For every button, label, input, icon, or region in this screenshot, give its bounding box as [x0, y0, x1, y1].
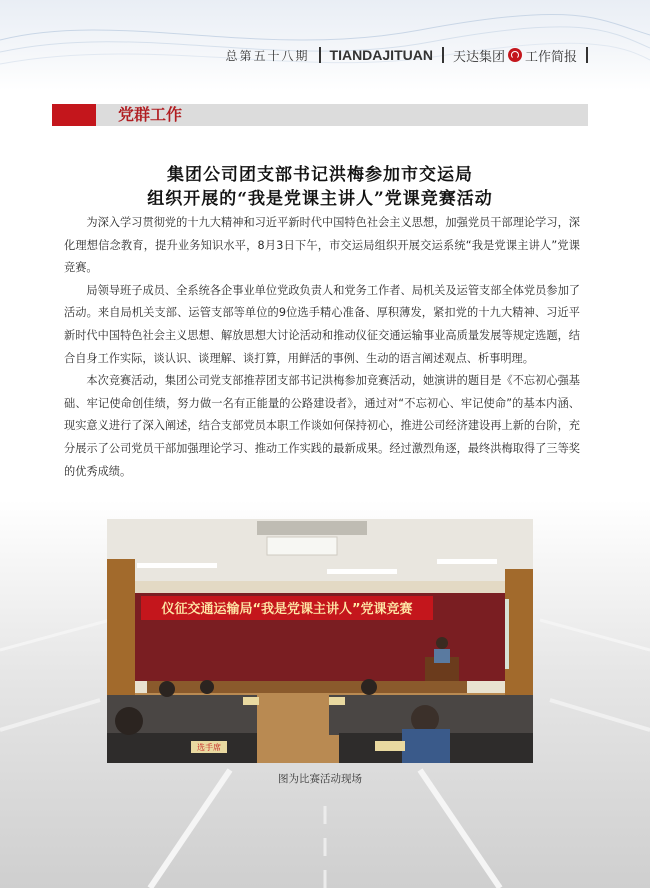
- article-title-line2: 组织开展的“我是党课主讲人”党课竞赛活动: [147, 189, 493, 209]
- group-name: 天达集团: [452, 49, 505, 65]
- group-publication: [453, 46, 577, 65]
- section-title: 党群工作: [118, 105, 183, 124]
- header-divider: [319, 47, 321, 63]
- header-divider: [442, 47, 444, 63]
- section-header: [52, 104, 588, 126]
- issue-number: 总第五十八期: [225, 48, 310, 63]
- photo-caption: 图为比赛活动现场: [278, 773, 362, 785]
- article-paragraph: 局领导班子成员、全系统各企事业单位党政负责人和党务工作者、局机关及运管支部全体党员参加了活动。来自局机关支部、运管支部等单位的9位选手精心准备、厚积薄发，紧扣党的十九大精神、习近平新时代中国特色社会主义思想、解放思想大讨论活动和推动仪征交通运输事业高质量发展等规定选题，结合自身工作实际，谈认识、谈理解、谈打算，用鲜活的事例、生动的语言阐述观点、析事明理。: [64, 283, 580, 365]
- event-photo: [107, 519, 533, 763]
- photo-banner-text: 仪征交通运输局“我是党课主讲人”党课竞赛: [161, 602, 413, 617]
- article-title-line1: 集团公司团支部书记洪梅参加市交运局: [167, 165, 473, 185]
- header-divider: [586, 47, 588, 63]
- photo-table-sign: 选手席: [197, 743, 221, 752]
- page-header: [226, 46, 589, 64]
- article-body: [64, 212, 580, 483]
- section-accent-block: [52, 104, 96, 126]
- brand-name: TIANDAJITUAN: [329, 47, 433, 63]
- article-paragraph: 为深入学习贯彻党的十九大精神和习近平新时代中国特色社会主义思想，加强党员干部理论学习，深化理想信念教育，提升业务知识水平，8月3日下午，市交运局组织开展交运系统“我是党课主讲人”党课竞赛。: [64, 216, 580, 275]
- article-paragraph: 本次竞赛活动，集团公司党支部推荐团支部书记洪梅参加竞赛活动，她演讲的题目是《不忘初心强基础、牢记使命创佳绩，努力做一名有正能量的公路建设者》，通过对“不忘初心、牢记使命”的基本内涵、现实意义进行了深入阐述，结合支部党员本职工作谈如何保持初心，推进公司经济建设再上新的台阶，充分展示了公司党员干部加强理论学习、推动工作实践的最新成果。经过激烈角逐，最终洪梅取得了三等奖的优秀成绩。: [64, 374, 580, 478]
- company-logo-icon: [508, 48, 522, 62]
- event-photo-illustration: [107, 519, 533, 763]
- publication-name: 工作简报: [524, 49, 577, 65]
